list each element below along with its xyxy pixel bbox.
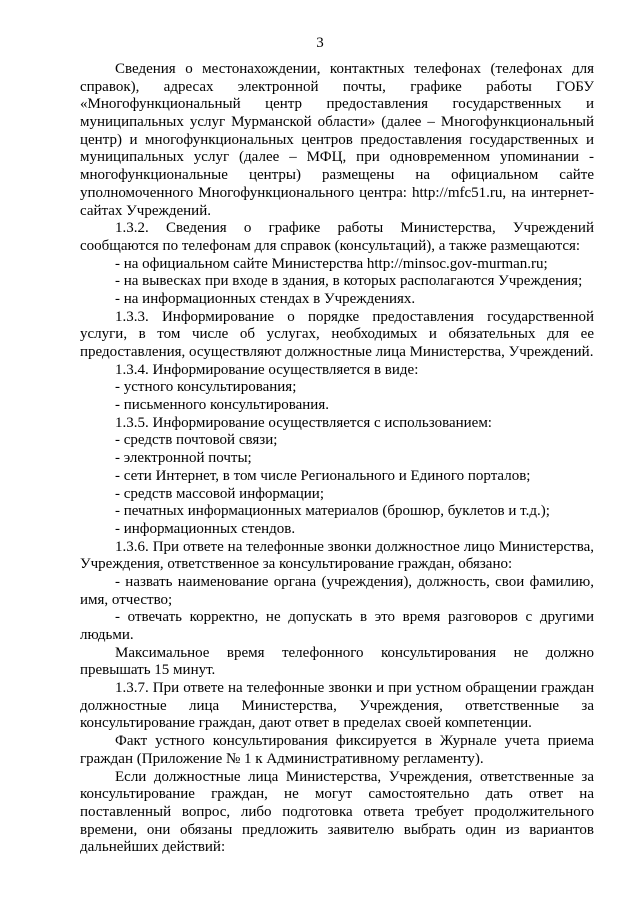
paragraph-5: - на информационных стендах в Учреждениях. (115, 290, 416, 307)
paragraph-4: - на вывесках при входе в здания, в которых располагаются Учреждения; (115, 273, 583, 290)
paragraph-15: - печатных информационных материалов (брошюр, буклетов и т.д.); (115, 503, 550, 520)
paragraph-10: 1.3.5. Информирование осуществляется с использованием: (115, 414, 492, 431)
page-number: 3 (316, 35, 324, 51)
paragraph-9: - письменного консультирования. (115, 397, 329, 414)
paragraph-18: - назвать наименование органа (учреждения), должность, свои фамилию, имя, отчество; (80, 573, 594, 608)
paragraph-12: - электронной почты; (115, 450, 252, 467)
paragraph-7: 1.3.4. Информирование осуществляется в виде: (115, 361, 419, 378)
paragraph-21: 1.3.7. При ответе на телефонные звонки и при устном обращении граждан должностные лица Министерства, Учреждения, ответственные за консультирование граждан, дают ответ в пределах своей компетенции. (80, 680, 594, 732)
paragraph-22: Факт устного консультирования фиксируется в Журнале учета приема граждан (Приложение № 1 к Административному регламенту). (80, 733, 594, 767)
paragraph-8: - устного консультирования; (115, 379, 297, 396)
paragraph-1: Сведения о местонахождении, контактных телефонах (телефонах для справок), адресах электронной почты, графике работы ГОБУ «Многофункциональный центр предоставления государственных и муниципальных услуг Мурманской области» (далее – Многофункциональный центр) и многофункциональных центров предоставления государственных и муниципальных услуг (далее – МФЦ, при одновременном упоминании - многофункциональные центры) размещены на официальном сайте уполномоченного Многофункционального центра: http://mfc51.ru, на интернет-сайтах Учреждений. (80, 61, 594, 219)
paragraph-17: 1.3.6. При ответе на телефонные звонки должностное лицо Министерства, Учреждения, ответственное за консультирование граждан, обязано: (80, 538, 594, 573)
paragraph-13: - сети Интернет, в том числе Регионального и Единого порталов; (115, 467, 531, 484)
document-body (80, 61, 594, 857)
paragraph-20: Максимальное время телефонного консультирования не должно превышать 15 минут. (80, 644, 594, 679)
paragraph-11: - средств почтовой связи; (115, 432, 278, 449)
paragraph-3: - на официальном сайте Министерства http://minsoc.gov-murman.ru; (115, 255, 548, 272)
paragraph-23: Если должностные лица Министерства, Учреждения, ответственные за консультирование граждан, не могут самостоятельно дать ответ на поставленный вопрос, либо подготовка ответа требует продолжительного времени, они обязаны предложить заявителю выбрать один из вариантов дальнейших действий: (80, 768, 594, 856)
paragraph-14: - средств массовой информации; (115, 485, 325, 502)
paragraph-6: 1.3.3. Информирование о порядке предоставления государственной услуги, в том числе об услугах, необходимых и обязательных для ее предоставления, осуществляют должностные лица Министерства, Учреждений. (80, 308, 594, 360)
paragraph-19: - отвечать корректно, не допускать в это время разговоров с другими людьми. (80, 609, 594, 643)
paragraph-16: - информационных стендов. (115, 520, 296, 537)
paragraph-2: 1.3.2. Сведения о графике работы Министерства, Учреждений сообщаются по телефонам для справок (консультаций), а также размещаются: (80, 220, 594, 254)
